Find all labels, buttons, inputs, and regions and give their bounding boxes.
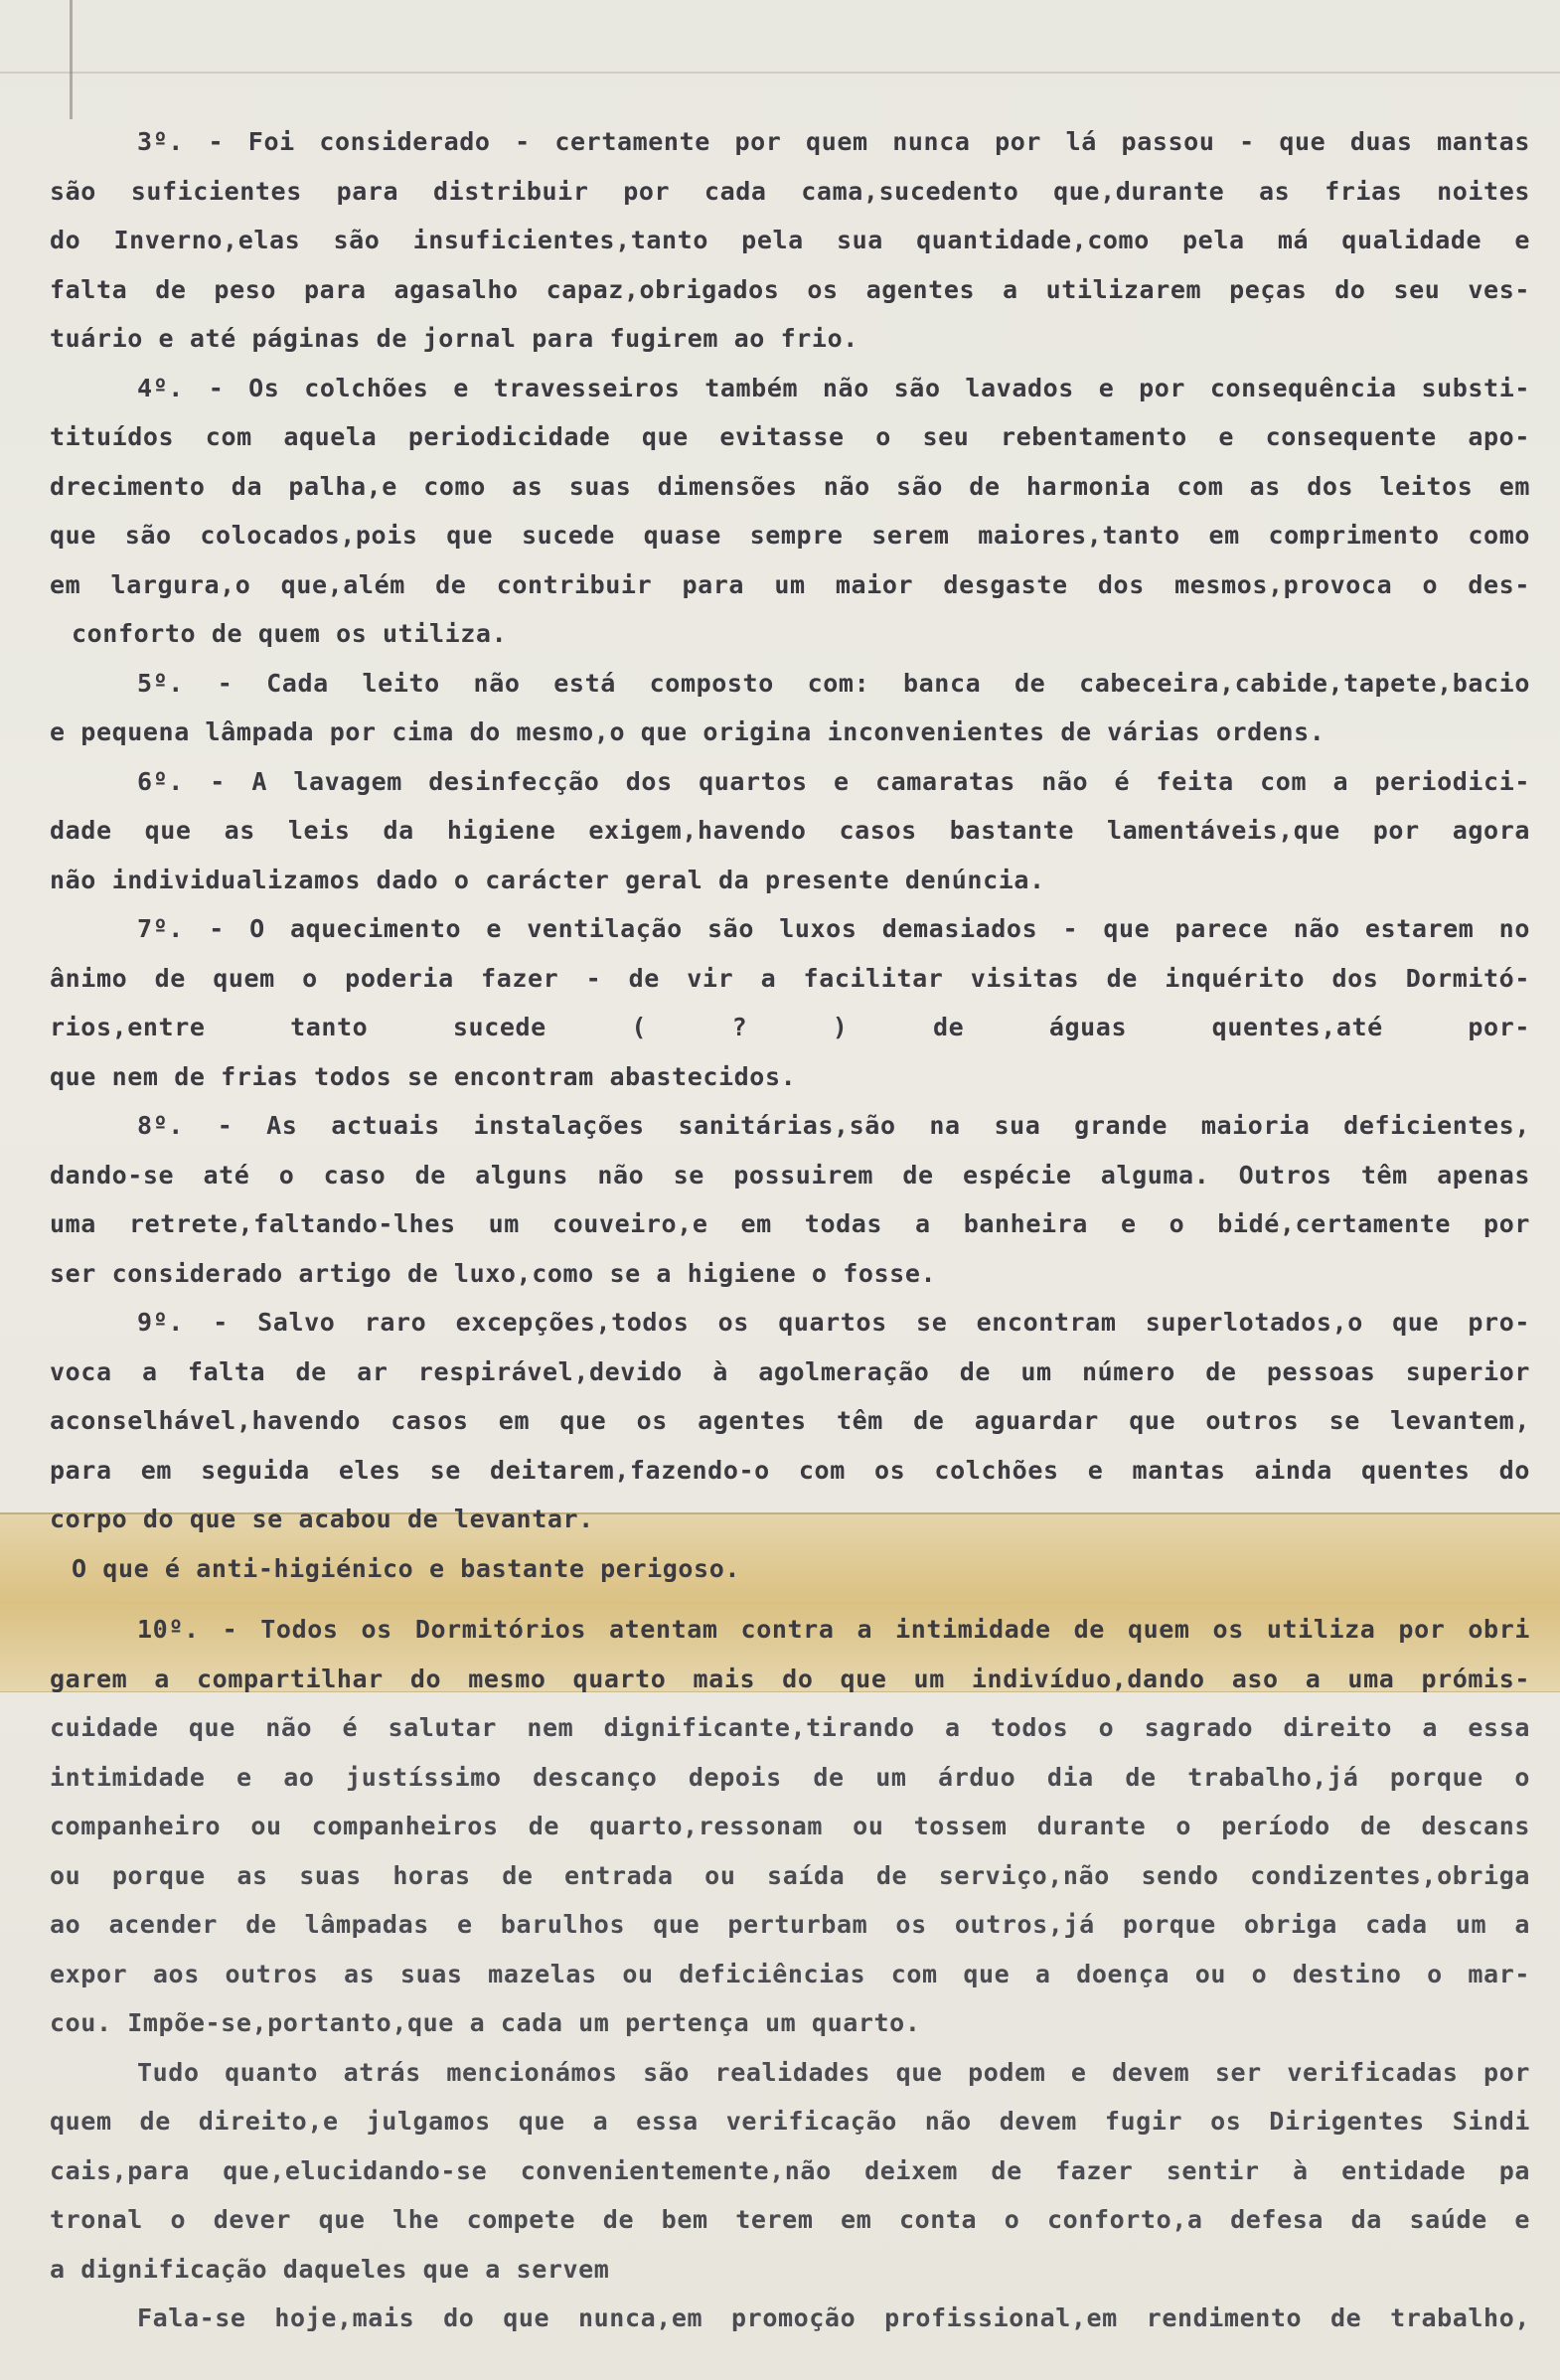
text-line: e pequena lâmpada por cima do mesmo,o que origina inconvenientes de várias ordens.	[50, 717, 1326, 746]
text-line: companheiro ou companheiros de quarto,ressonam ou tossem durante o período de descans	[50, 1812, 1530, 1840]
text-line: quem de direito,e julgamos que a essa verificação não devem fugir os Dirigentes Sindi	[50, 2107, 1530, 2136]
text-line: voca a falta de ar respirável,devido à agolmeração de um número de pessoas superior	[50, 1356, 1530, 1386]
text-line: aconselhável,havendo casos em que os agentes têm de aguardar que outros se levantem,	[50, 1406, 1530, 1435]
text-line: uma retrete,faltando-lhes um couveiro,e em todas a banheira e o bidé,certamente por	[50, 1209, 1530, 1238]
fold-line	[0, 72, 1560, 74]
text-line: cais,para que,elucidando-se convenientemente,não deixem de fazer sentir à entidade pa	[50, 2155, 1530, 2185]
text-line: ou porque as suas horas de entrada ou saída de serviço,não sendo condizentes,obriga	[50, 1860, 1530, 1890]
text-line: 9º. - Salvo raro excepções,todos os quartos se encontram superlotados,o que pro-	[137, 1308, 1530, 1337]
text-line: em largura,o que,além de contribuir para um maior desgaste dos mesmos,provoca o des-	[50, 569, 1530, 599]
text-line: são suficientes para distribuir por cada cama,sucedento que,durante as frias noites	[50, 176, 1530, 206]
text-line: 10º. - Todos os Dormitórios atentam contra a intimidade de quem os utiliza por obri	[137, 1615, 1530, 1644]
text-line: ser considerado artigo de luxo,como se a higiene o fosse.	[50, 1258, 937, 1288]
text-line: cou. Impõe-se,portanto,que a cada um pertença um quarto.	[50, 2008, 921, 2037]
text-line: ânimo de quem o poderia fazer - de vir a facilitar visitas de inquérito dos Dormitó-	[50, 963, 1530, 993]
text-line: 8º. - As actuais instalações sanitárias,são na sua grande maioria deficientes,	[137, 1111, 1530, 1140]
text-line: não individualizamos dado o carácter geral da presente denúncia.	[50, 865, 1045, 894]
text-line: 5º. - Cada leito não está composto com: banca de cabeceira,cabide,tapete,bacio	[137, 668, 1530, 698]
text-line: Fala-se hoje,mais do que nunca,em promoção profissional,em rendimento de trabalho,	[137, 2303, 1530, 2332]
text-line: O que é anti-higiénico e bastante perigoso.	[72, 1553, 741, 1583]
text-line: tronal o dever que lhe compete de bem terem em conta o conforto,a defesa da saúde e	[50, 2205, 1530, 2234]
text-line: que são colocados,pois que sucede quase sempre serem maiores,tanto em comprimento como	[50, 521, 1530, 550]
text-line: do Inverno,elas são insuficientes,tanto pela sua quantidade,como pela má qualidade e	[50, 226, 1530, 254]
text-line: expor aos outros as suas mazelas ou deficiências com que a doença ou o destino o mar-	[50, 1959, 1530, 1988]
text-line: intimidade e ao justíssimo descanço depois de um árduo dia de trabalho,já porque o	[50, 1762, 1530, 1792]
text-line: 3º. - Foi considerado - certamente por quem nunca por lá passou - que duas mantas	[137, 127, 1530, 156]
text-line: 7º. - O aquecimento e ventilação são luxos demasiados - que parece não estarem no	[137, 914, 1530, 943]
text-line: ao acender de lâmpadas e barulhos que perturbam os outros,já porque obriga cada um a	[50, 1910, 1530, 1939]
torn-edge-mark	[70, 0, 86, 119]
text-line: tuário e até páginas de jornal para fugirem ao frio.	[50, 324, 858, 353]
text-line: cuidade que não é salutar nem dignificante,tirando a todos o sagrado direito a essa	[50, 1713, 1530, 1742]
text-line: dade que as leis da higiene exigem,havendo casos bastante lamentáveis,que por agora	[50, 816, 1530, 845]
text-line: Tudo quanto atrás mencionámos são realidades que podem e devem ser verificadas por	[137, 2057, 1530, 2087]
text-line: para em seguida eles se deitarem,fazendo-o com os colchões e mantas ainda quentes do	[50, 1455, 1530, 1485]
text-line: conforto de quem os utiliza.	[72, 619, 508, 648]
text-line: a dignificação daqueles que a servem	[50, 2254, 610, 2284]
text-line: dando-se até o caso de alguns não se possuirem de espécie alguma. Outros têm apenas	[50, 1160, 1530, 1190]
text-line: tituídos com aquela periodicidade que evitasse o seu rebentamento e consequente apo-	[50, 422, 1530, 451]
text-line: falta de peso para agasalho capaz,obrigados os agentes a utilizarem peças do seu ves-	[50, 274, 1530, 304]
text-line: que nem de frias todos se encontram abastecidos.	[50, 1061, 797, 1091]
text-line: rios,entre tanto sucede ( ? ) de águas quentes,até por-	[50, 1013, 1530, 1041]
text-line: 4º. - Os colchões e travesseiros também não são lavados e por consequência substi-	[137, 373, 1530, 402]
text-line: 6º. - A lavagem desinfecção dos quartos e camaratas não é feita com a periodici-	[137, 766, 1530, 796]
text-line: drecimento da palha,e como as suas dimensões não são de harmonia com as dos leitos em	[50, 471, 1530, 501]
typed-text-body	[50, 117, 1530, 2343]
text-line: garem a compartilhar do mesmo quarto mais do que um indivíduo,dando aso a uma prómis-	[50, 1664, 1530, 1693]
text-line: corpo do que se acabou de levantar.	[50, 1505, 594, 1533]
